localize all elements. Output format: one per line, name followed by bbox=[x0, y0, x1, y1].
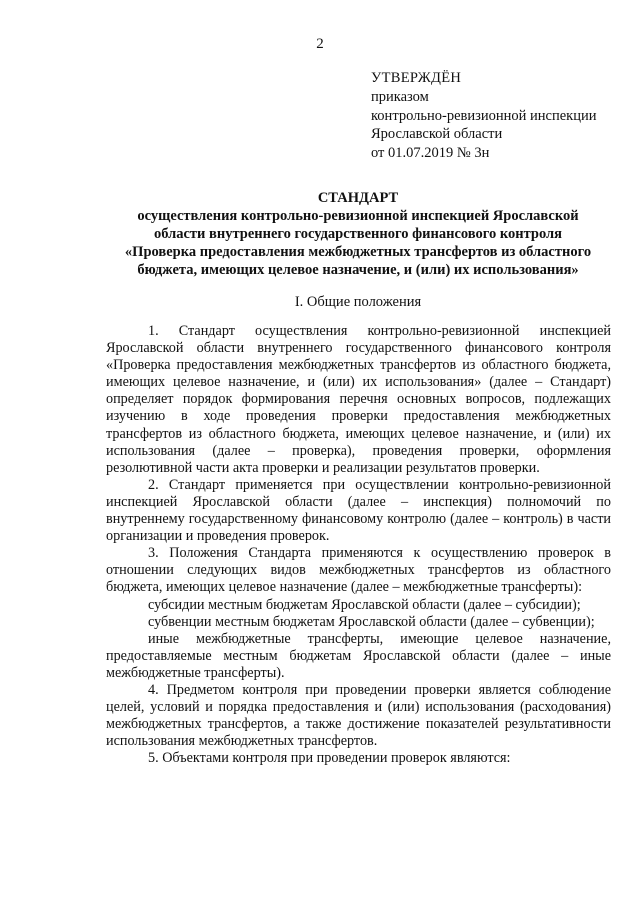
paragraph: 3. Положения Стандарта применяются к осуществлению проверок в отношении следующих видов межбюджетных трансфертов из областного бюджета, имеющих целевое назначение (далее – межбюджетные трансферты): bbox=[106, 545, 611, 596]
page-number: 2 bbox=[316, 36, 324, 52]
paragraph: 4. Предметом контроля при проведении проверки является соблюдение целей, условий и порядка предоставления и (или) использования (расходования) межбюджетных трансфертов, а также достижение показателей результативности использования межбюджетных трансфертов. bbox=[106, 681, 611, 750]
document-title bbox=[100, 189, 616, 279]
approval-date: от 01.07.2019 № 3н bbox=[371, 145, 490, 162]
approval-block bbox=[371, 69, 597, 163]
paragraph: 1. Стандарт осуществления контрольно-ревизионной инспекцией Ярославской области внутреннего государственного финансового контроля «Проверка предоставления межбюджетных трансфертов из областного бюджета, имеющих целевое назначение, и (или) их использования» (далее – Стандарт) определяет порядок формирования перечня основных вопросов, подлежащих изучению в ходе проведения проверки предоставления межбюджетных трансфертов из областного бюджета, имеющих целевое назначение, и (или) их использования (далее – проверка), проведения проверки, оформления резолютивной части акта проверки и реализации результатов проверки. bbox=[106, 323, 611, 476]
title-line: «Проверка предоставления межбюджетных трансфертов из областного bbox=[124, 244, 592, 260]
paragraph: 2. Стандарт применяется при осуществлении контрольно-ревизионной инспекцией Ярославской области (далее – инспекция) полномочий по внутреннему государственному финансовому контролю (далее – контроль) в части организации и проведения проверок. bbox=[106, 476, 611, 545]
title-line: осуществления контрольно-ревизионной инспекцией Ярославской bbox=[137, 208, 579, 224]
section-heading: I. Общие положения bbox=[294, 294, 422, 310]
approval-heading: УТВЕРЖДЁН bbox=[371, 70, 462, 86]
paragraph: субсидии местным бюджетам Ярославской области (далее – субсидии); bbox=[148, 596, 581, 613]
title-line: бюджета, имеющих целевое назначение, и (или) их использования» bbox=[137, 262, 579, 278]
title-line: СТАНДАРТ bbox=[317, 190, 399, 206]
title-line: области внутреннего государственного финансового контроля bbox=[153, 226, 563, 242]
document-body bbox=[106, 323, 611, 767]
paragraph: субвенции местным бюджетам Ярославской области (далее – субвенции); bbox=[148, 613, 595, 630]
paragraph: иные межбюджетные трансферты, имеющие целевое назначение, предоставляемые местным бюджетам Ярославской области (далее – иные межбюджетные трансферты). bbox=[106, 630, 611, 681]
approval-line: приказом bbox=[371, 88, 429, 105]
paragraph: 5. Объектами контроля при проведении проверок являются: bbox=[148, 750, 511, 767]
approval-line: контрольно-ревизионной инспекции bbox=[371, 107, 597, 124]
approval-line: Ярославской области bbox=[371, 126, 503, 143]
